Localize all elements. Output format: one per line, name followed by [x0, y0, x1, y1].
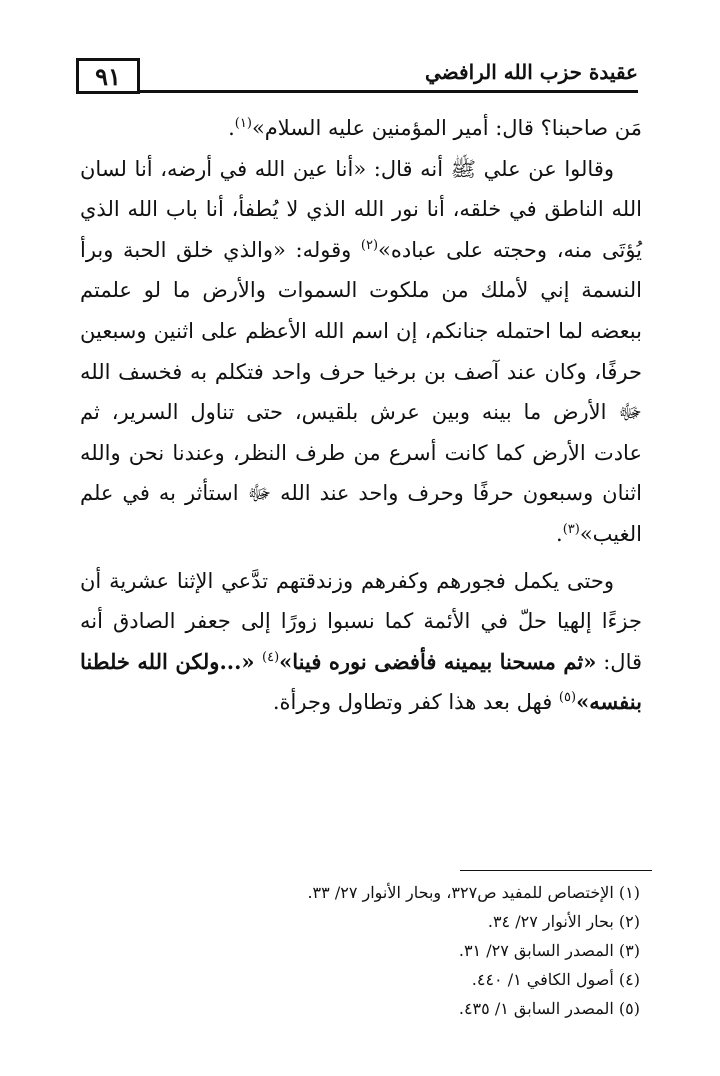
paragraph-2	[80, 149, 642, 555]
quote-2: «...ولكن الله خلطنا بنفسه»	[80, 648, 642, 715]
paragraph-1-text: مَن صاحبنا؟ قال: أمير المؤمنين عليه السلام»	[251, 116, 642, 140]
paragraph-3	[80, 561, 642, 723]
footnote-4: (٤) أصول الكافي ١/ ٤٤٠.	[471, 970, 640, 989]
footnote-3: (٣) المصدر السابق ٢٧/ ٣١.	[458, 941, 640, 960]
paragraph-2-text-a: وقالوا عن علي ﷺ أنه قال: «أنا عين الله في أرضه، أنا لسان الله الناطق في خلقه، أنا نور الله الذي لا يُطفأ، أنا باب الله الذي يُؤتَى منه، وحجته على عباده»	[80, 156, 643, 262]
paragraph-2-end: .	[556, 521, 563, 546]
footnote-5: (٥) المصدر السابق ١/ ٤٣٥.	[458, 999, 640, 1018]
footnote-1: (١) الإختصاص للمفيد ص٣٢٧، وبحار الأنوار ٢٧/ ٣٣.	[307, 883, 640, 902]
footnote-rule	[460, 870, 652, 871]
footnotes	[80, 878, 640, 1023]
quote-1: «ثم مسحنا بيمينه فأفضى نوره فينا»	[279, 648, 597, 674]
paragraph-3-text-b: فهل بعد هذا كفر وتطاول وجرأة.	[272, 690, 559, 715]
header-rule	[140, 90, 638, 93]
main-text	[80, 108, 642, 723]
footnote-2: (٢) بحار الأنوار ٢٧/ ٣٤.	[487, 912, 640, 931]
footnote-ref-3: (٣)	[562, 521, 580, 537]
paragraph-2-text-b: وقوله: «والذي خلق الحبة وبرأ النسمة إني لأملك من ملكوت السموات والأرض ما لو علمتم ببعضه لما احتمله جنانكم، إن اسم الله الأعظم على اثنين وسبعين حرفًا، وكان عند آصف بن برخيا حرف واحد فتكلم به فخسف الله ﷻ الأرض ما بينه وبين عرش بلقيس، حتى تناول السرير، ثم عادت الأرض كما كانت أسرع من طرف النظر، وعندنا نحن والله اثنان وسبعون حرفًا وحرف واحد عند الله ﷻ استأثر به في علم الغيب»	[80, 237, 642, 546]
paragraph-1	[80, 108, 642, 149]
running-header-title: عقيدة حزب الله الرافضي	[425, 60, 638, 84]
footnote-ref-2: (٢)	[360, 237, 379, 253]
footnote-ref-4: (٤)	[262, 649, 280, 665]
footnote-ref-5: (٥)	[558, 690, 577, 706]
paragraph-1-end: .	[228, 116, 235, 140]
footnote-ref-1: (١)	[234, 116, 252, 131]
page-number: ٩١	[76, 58, 140, 94]
paragraph-3-text-a: وحتى يكمل فجورهم وكفرهم وزندقتهم تدَّعي الإثنا عشرية أن جزءًا إلهيا حلّ في الأئمة كما نسبوا زورًا إلى جعفر الصادق أنه قال:	[80, 568, 643, 674]
